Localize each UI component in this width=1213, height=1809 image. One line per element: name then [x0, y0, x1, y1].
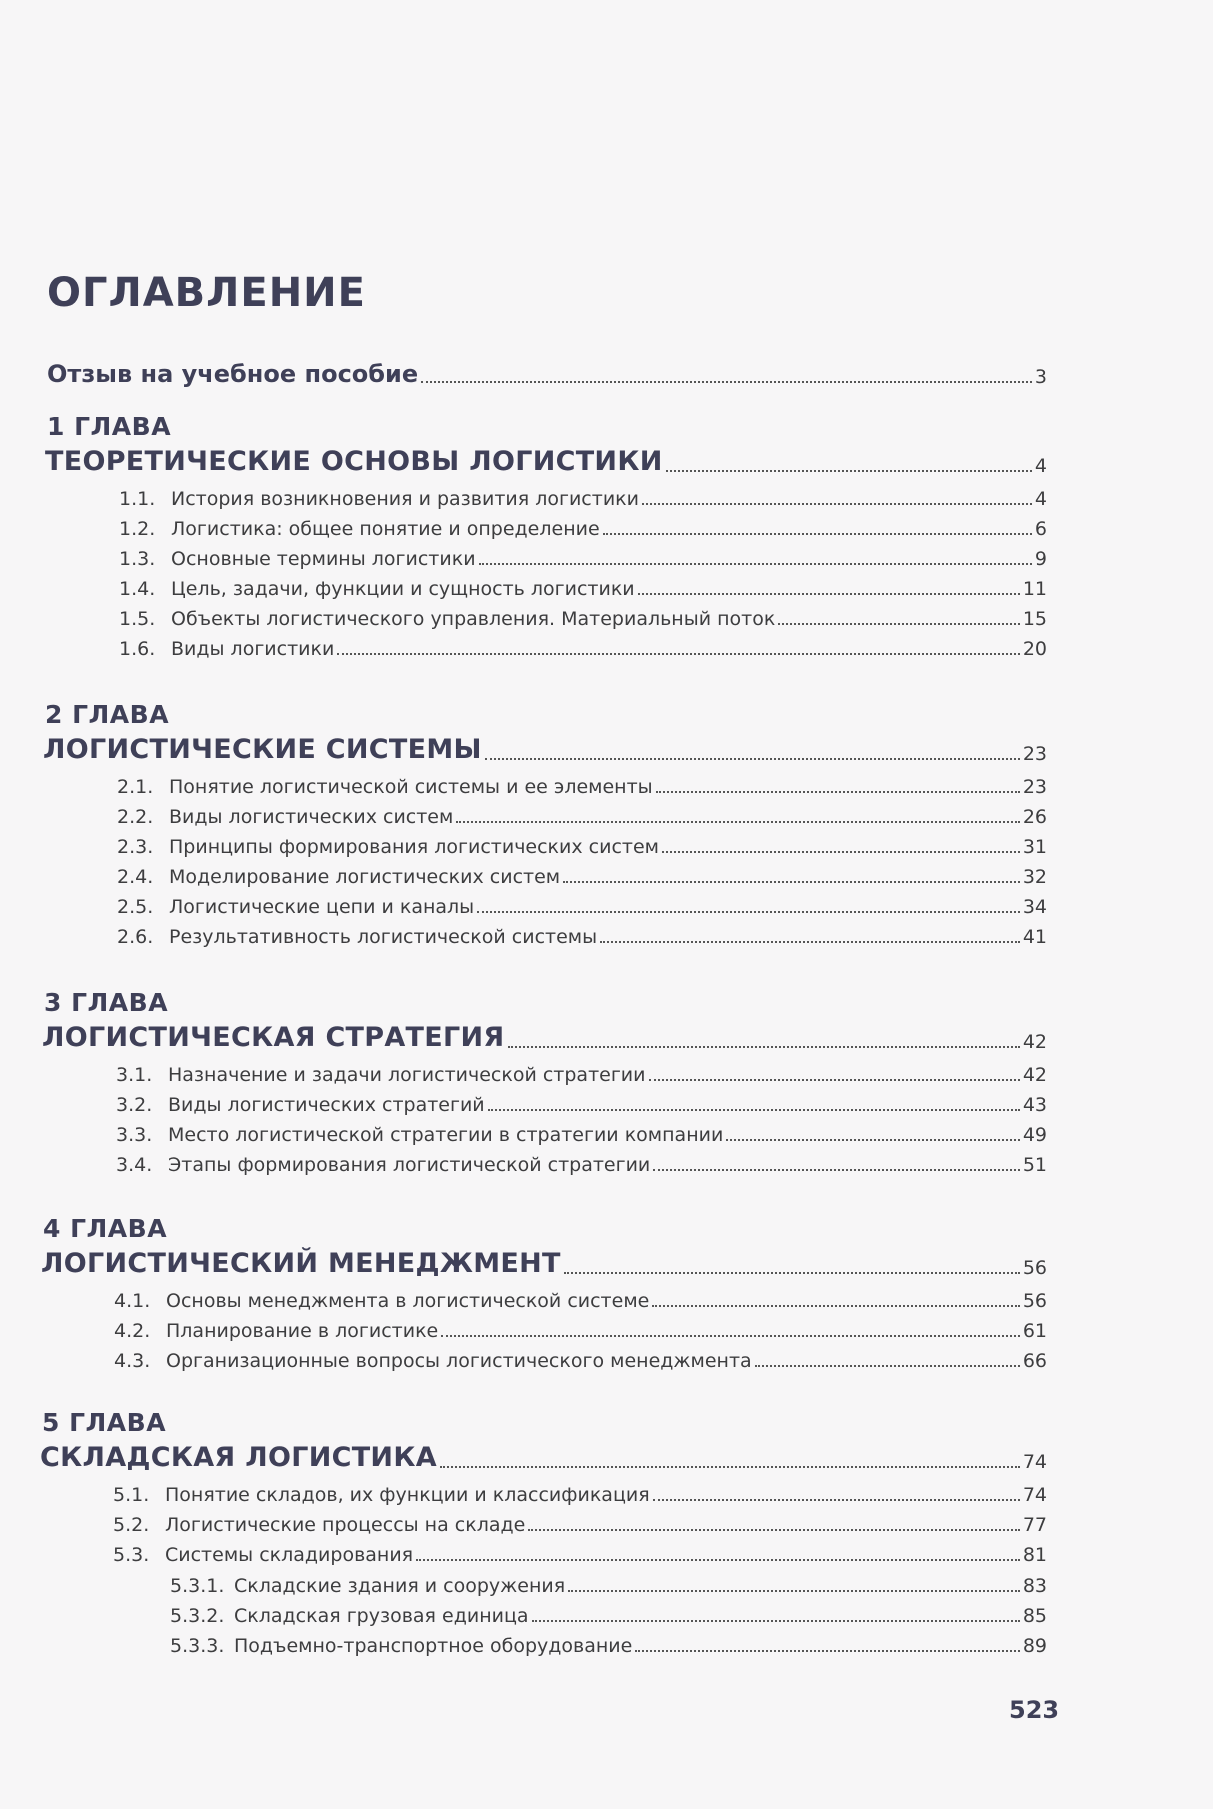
toc-page-number: 61: [1022, 1320, 1047, 1342]
dot-leader: [440, 1465, 1020, 1468]
dot-leader: [778, 622, 1019, 625]
section-number: 4.2.: [114, 1320, 151, 1342]
dot-leader: [568, 1589, 1020, 1592]
section-number: 3.4.: [116, 1154, 153, 1176]
section-number: 3.1.: [116, 1064, 153, 1086]
toc-entry-review[interactable]: [47, 360, 1047, 388]
section-title: Этапы формирования логистической стратегии: [168, 1154, 651, 1176]
dot-leader: [528, 1528, 1019, 1531]
page-number: 523: [1009, 1696, 1060, 1724]
dot-leader: [642, 502, 1032, 505]
toc-page-number: 77: [1022, 1514, 1047, 1536]
chapter-title: ТЕОРЕТИЧЕСКИЕ ОСНОВЫ ЛОГИСТИКИ: [45, 446, 663, 477]
toc-entry-section[interactable]: [116, 1064, 1047, 1086]
dot-leader: [564, 1271, 1020, 1274]
dot-leader: [485, 757, 1020, 760]
dot-leader: [653, 1498, 1020, 1501]
dot-leader: [726, 1138, 1019, 1141]
section-number: 3.2.: [116, 1094, 153, 1116]
toc-entry-section[interactable]: [113, 1514, 1047, 1536]
toc-entry-chapter[interactable]: [45, 446, 1047, 477]
section-title: История возникновения и развития логистики: [171, 488, 639, 510]
toc-page-number: 3: [1034, 366, 1047, 388]
section-title: Моделирование логистических систем: [169, 866, 561, 888]
dot-leader: [337, 652, 1019, 655]
section-number: 2.6.: [117, 926, 154, 948]
toc-entry-section[interactable]: [119, 548, 1047, 570]
toc-entry-section[interactable]: [117, 926, 1047, 948]
dot-leader: [456, 820, 1019, 823]
section-number: 2.5.: [117, 896, 154, 918]
dot-leader: [755, 1364, 1020, 1367]
section-title: Организационные вопросы логистического менеджмента: [166, 1350, 752, 1372]
section-number: 5.1.: [113, 1484, 150, 1506]
chapter-title: ЛОГИСТИЧЕСКИЕ СИСТЕМЫ: [43, 734, 482, 765]
toc-page-number: 23: [1022, 743, 1047, 765]
dot-leader: [421, 380, 1032, 383]
toc-entry-section[interactable]: [114, 1350, 1047, 1372]
toc-page-number: 34: [1022, 896, 1047, 918]
toc-entry-subsection[interactable]: [170, 1635, 1047, 1657]
dot-leader: [652, 1304, 1019, 1307]
section-title: Виды логистических стратегий: [168, 1094, 485, 1116]
toc-page-number: 20: [1022, 638, 1047, 660]
toc-entry-subsection[interactable]: [170, 1605, 1047, 1627]
section-title: Системы складирования: [165, 1544, 414, 1566]
chapter-title: ЛОГИСТИЧЕСКАЯ СТРАТЕГИЯ: [42, 1022, 505, 1053]
toc-entry-chapter[interactable]: [43, 734, 1047, 765]
section-number: 1.5.: [119, 608, 156, 630]
chapter-title: СКЛАДСКАЯ ЛОГИСТИКА: [40, 1442, 437, 1473]
toc-page-number: 81: [1022, 1544, 1047, 1566]
section-title: Логистика: общее понятие и определение: [171, 518, 600, 540]
section-title: Цель, задачи, функции и сущность логистики: [171, 578, 635, 600]
chapter-number: 1 ГЛАВА: [47, 412, 172, 441]
section-title: Логистические процессы на складе: [165, 1514, 526, 1536]
dot-leader: [488, 1108, 1020, 1111]
toc-page-number: 51: [1022, 1154, 1047, 1176]
section-number: 1.3.: [119, 548, 156, 570]
chapter-number: 5 ГЛАВА: [42, 1408, 167, 1437]
toc-entry-section[interactable]: [116, 1094, 1047, 1116]
page-title: ОГЛАВЛЕНИЕ: [47, 270, 366, 316]
subsection-title: Подъемно-транспортное оборудование: [234, 1635, 633, 1657]
toc-page-number: 42: [1022, 1064, 1047, 1086]
toc-entry-section[interactable]: [119, 608, 1047, 630]
subsection-number: 5.3.1.: [170, 1575, 225, 1597]
section-number: 2.2.: [117, 806, 154, 828]
section-title: Понятие складов, их функции и классификация: [165, 1484, 650, 1506]
toc-entry-section[interactable]: [117, 896, 1047, 918]
toc-entry-section[interactable]: [119, 578, 1047, 600]
toc-page-number: 42: [1022, 1031, 1047, 1053]
section-title: Планирование в логистике: [166, 1320, 439, 1342]
section-number: 2.3.: [117, 836, 154, 858]
section-number: 5.3.: [113, 1544, 150, 1566]
toc-page-number: 83: [1022, 1575, 1047, 1597]
toc-page-number: 49: [1022, 1124, 1047, 1146]
toc-page-number: 6: [1034, 518, 1047, 540]
section-title: Виды логистики: [171, 638, 335, 660]
dot-leader: [649, 1078, 1020, 1081]
dot-leader: [603, 532, 1032, 535]
chapter-number: 3 ГЛАВА: [44, 988, 169, 1017]
chapter-number: 2 ГЛАВА: [45, 700, 170, 729]
toc-page-number: 41: [1022, 926, 1047, 948]
toc-page-number: 4: [1034, 455, 1047, 477]
dot-leader: [638, 592, 1020, 595]
toc-entry-section[interactable]: [114, 1320, 1047, 1342]
dot-leader: [508, 1045, 1020, 1048]
section-title: Объекты логистического управления. Материальный поток: [171, 608, 776, 630]
toc-entry-section[interactable]: [113, 1484, 1047, 1506]
toc-page-number: 43: [1022, 1094, 1047, 1116]
section-title: Место логистической стратегии в стратегии компании: [168, 1124, 724, 1146]
section-title: Логистические цепи и каналы: [169, 896, 475, 918]
section-number: 3.3.: [116, 1124, 153, 1146]
toc-page-number: 32: [1022, 866, 1047, 888]
toc-page-number: 74: [1022, 1451, 1047, 1473]
toc-entry-section[interactable]: [117, 806, 1047, 828]
subsection-title: Складские здания и сооружения: [234, 1575, 566, 1597]
section-number: 4.3.: [114, 1350, 151, 1372]
dot-leader: [441, 1334, 1020, 1337]
subsection-number: 5.3.3.: [170, 1635, 225, 1657]
toc-entry-section[interactable]: [117, 866, 1047, 888]
toc-entry-section[interactable]: [116, 1154, 1047, 1176]
dot-leader: [479, 562, 1032, 565]
toc-entry-chapter[interactable]: [42, 1022, 1047, 1053]
section-title: Понятие логистической системы и ее элементы: [169, 776, 653, 798]
dot-leader: [532, 1619, 1020, 1622]
toc-page-number: 11: [1022, 578, 1047, 600]
section-title: Основные термины логистики: [171, 548, 476, 570]
chapter-number: 4 ГЛАВА: [43, 1214, 168, 1243]
toc-entry-chapter[interactable]: [41, 1248, 1047, 1279]
toc-page-number: 85: [1022, 1605, 1047, 1627]
toc-page-number: 31: [1022, 836, 1047, 858]
toc-entry-section[interactable]: [116, 1124, 1047, 1146]
toc-entry-section[interactable]: [117, 836, 1047, 858]
dot-leader: [477, 910, 1020, 913]
toc-page-number: 15: [1022, 608, 1047, 630]
toc-entry-subsection[interactable]: [170, 1575, 1047, 1597]
dot-leader: [563, 880, 1020, 883]
toc-entry-section[interactable]: [117, 776, 1047, 798]
toc-page-number: 4: [1034, 488, 1047, 510]
dot-leader: [416, 1558, 1020, 1561]
toc-page-number: 9: [1034, 548, 1047, 570]
section-number: 1.4.: [119, 578, 156, 600]
dot-leader: [666, 469, 1032, 472]
section-number: 4.1.: [114, 1290, 151, 1312]
toc-page-number: 56: [1022, 1257, 1047, 1279]
chapter-title: ЛОГИСТИЧЕСКИЙ МЕНЕДЖМЕНТ: [41, 1248, 561, 1279]
dot-leader: [635, 1649, 1019, 1652]
toc-entry-section[interactable]: [113, 1544, 1047, 1566]
toc-page-number: 26: [1022, 806, 1047, 828]
dot-leader: [656, 790, 1020, 793]
section-title: Виды логистических систем: [169, 806, 454, 828]
toc-entry-chapter[interactable]: [40, 1442, 1047, 1473]
toc-entry-section[interactable]: [119, 488, 1047, 510]
toc-entry-section[interactable]: [119, 518, 1047, 540]
toc-page-number: 74: [1022, 1484, 1047, 1506]
toc-page-number: 23: [1022, 776, 1047, 798]
section-number: 1.2.: [119, 518, 156, 540]
dot-leader: [600, 940, 1020, 943]
subsection-title: Складская грузовая единица: [234, 1605, 529, 1627]
toc-page-number: 56: [1022, 1290, 1047, 1312]
section-number: 1.1.: [119, 488, 156, 510]
section-title: Принципы формирования логистических систем: [169, 836, 660, 858]
section-title: Основы менеджмента в логистической системе: [166, 1290, 650, 1312]
toc-entry-section[interactable]: [114, 1290, 1047, 1312]
section-title: Результативность логистической системы: [169, 926, 598, 948]
section-title: Назначение и задачи логистической стратегии: [168, 1064, 646, 1086]
toc-entry-section[interactable]: [119, 638, 1047, 660]
section-number: 1.6.: [119, 638, 156, 660]
subsection-number: 5.3.2.: [170, 1605, 225, 1627]
dot-leader: [653, 1168, 1020, 1171]
section-number: 2.1.: [117, 776, 154, 798]
section-number: 2.4.: [117, 866, 154, 888]
section-number: 5.2.: [113, 1514, 150, 1536]
toc-page-number: 89: [1022, 1635, 1047, 1657]
toc-entry-label: Отзыв на учебное пособие: [47, 360, 419, 388]
dot-leader: [662, 850, 1020, 853]
toc-page-number: 66: [1022, 1350, 1047, 1372]
